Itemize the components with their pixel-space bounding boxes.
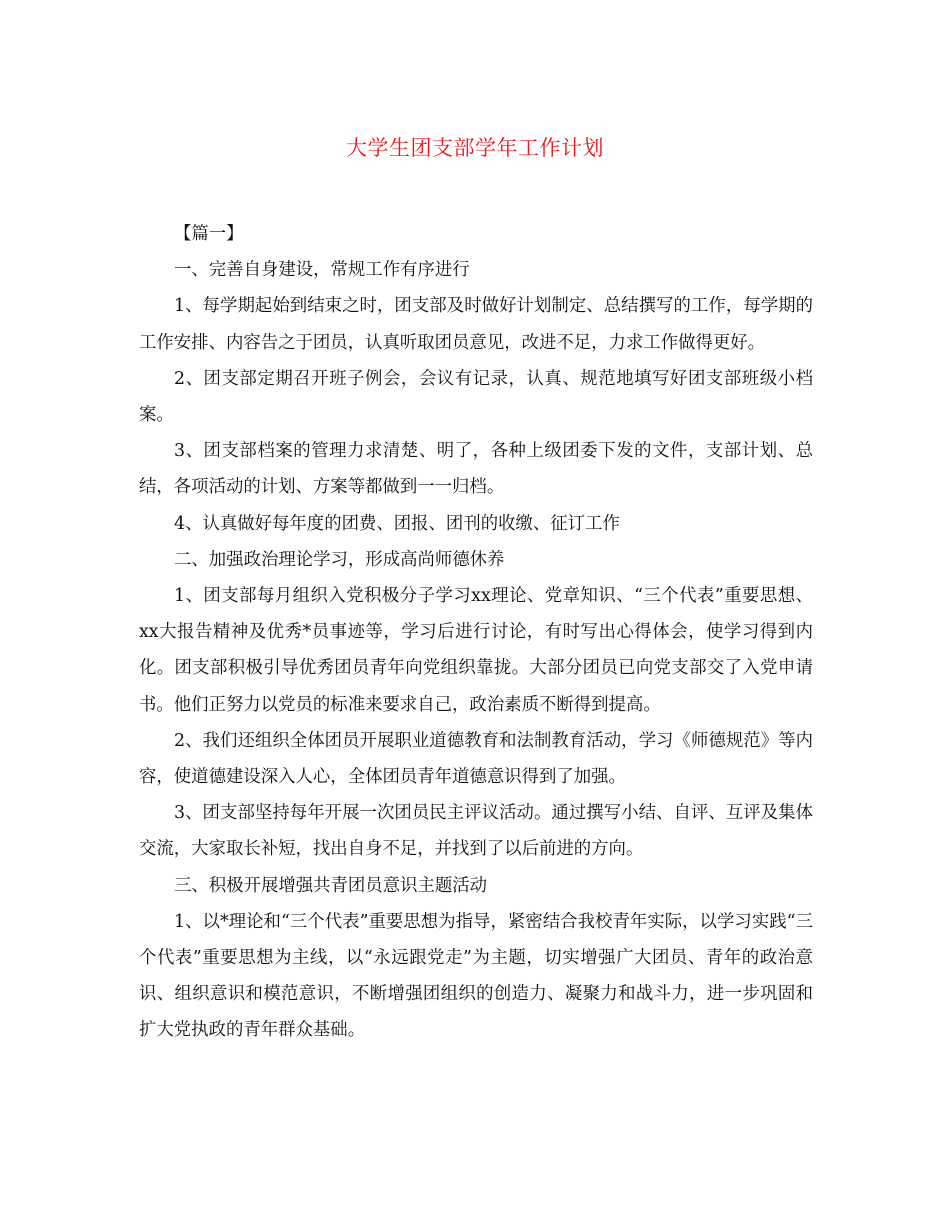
paragraph-1-4: 4、认真做好每年度的团费、团报、团刊的收缴、征订工作 xyxy=(174,513,620,534)
paragraph-2-3: 3、团支部坚持每年开展一次团员民主评议活动。通过撰写小结、自评、互评及集体交流，大家取长补短，找出自身不足，并找到了以后前进的方向。 xyxy=(139,803,813,860)
heading-2: 二、加强政治理论学习，形成高尚师德休养 xyxy=(174,549,505,570)
paragraph-2-1: 1、团支部每月组织入党积极分子学习xx理论、党章知识、“三个代表”重要思想、xx大报告精神及优秀*员事迹等，学习后进行讨论，有时写出心得体会，使学习得到内化。团支部积极引导优秀团员青年向党组织靠拢。大部分团员已向党支部交了入党申请书。他们正努力以党员的标准来要求自己，政治素质不断得到提高。 xyxy=(139,586,813,715)
paragraph-3-1: 1、以*理论和“三个代表”重要思想为指导，紧密结合我校青年实际，以学习实践“三个代表”重要思想为主线，以“永远跟党走”为主题，切实增强广大团员、青年的政治意识、组织意识和模范意识，不断增强团组织的创造力、凝聚力和战斗力，进一步巩固和扩大党执政的青年群众基础。 xyxy=(139,911,813,1041)
section-marker: 【篇一】 xyxy=(174,224,244,244)
heading-3: 三、积极开展增强共青团员意识主题活动 xyxy=(174,875,488,896)
document-body xyxy=(139,216,813,1049)
paragraph-1-3: 3、团支部档案的管理力求清楚、明了，各种上级团委下发的文件，支部计划、总结，各项活动的计划、方案等都做到一一归档。 xyxy=(139,441,813,498)
paragraph-2-2: 2、我们还组织全体团员开展职业道德教育和法制教育活动，学习《师德规范》等内容，使道德建设深入人心，全体团员青年道德意识得到了加强。 xyxy=(139,730,813,788)
paragraph-1-1: 1、每学期起始到结束之时，团支部及时做好计划制定、总结撰写的工作，每学期的工作安排、内容告之于团员，认真听取团员意见，改进不足，力求工作做得更好。 xyxy=(139,296,813,353)
paragraph-1-2: 2、团支部定期召开班子例会，会议有记录，认真、规范地填写好团支部班级小档案。 xyxy=(139,368,813,426)
document-title: 大学生团支部学年工作计划 xyxy=(346,136,604,160)
heading-1: 一、完善自身建设，常规工作有序进行 xyxy=(174,260,470,281)
